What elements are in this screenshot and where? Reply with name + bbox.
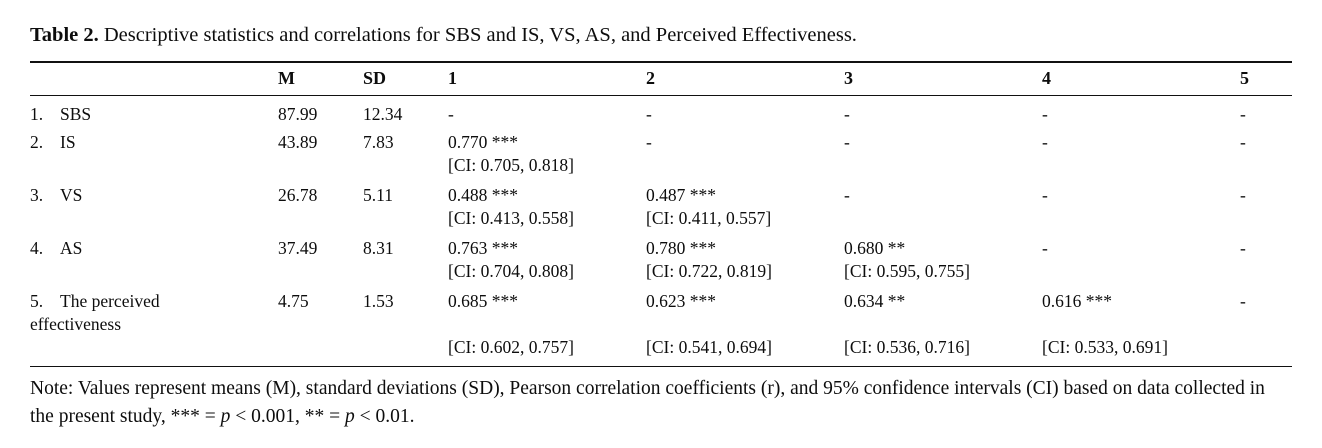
cell-corr-4: - bbox=[1042, 131, 1048, 152]
note-italic-p-1: p bbox=[220, 405, 231, 427]
cell-corr-1: - bbox=[448, 103, 454, 124]
cell-corr-5: - bbox=[1240, 184, 1246, 205]
cell-sd: 7.83 bbox=[363, 131, 394, 152]
row-label bbox=[30, 232, 278, 260]
cell-ci-3 bbox=[844, 154, 1042, 179]
table-row bbox=[30, 126, 1292, 154]
row-label-ci bbox=[30, 260, 278, 285]
table-header-row bbox=[30, 62, 1292, 96]
cell-corr-5: - bbox=[1240, 103, 1246, 124]
cell-sd-ci bbox=[363, 207, 448, 232]
cell-corr-2: 0.487 *** bbox=[646, 184, 716, 205]
cell-ci-1: [CI: 0.705, 0.818] bbox=[448, 154, 574, 175]
cell-ci-2: [CI: 0.541, 0.694] bbox=[646, 337, 772, 358]
cell-corr-1: 0.770 *** bbox=[448, 131, 518, 152]
cell-corr-4: - bbox=[1042, 103, 1048, 124]
table-row-ci bbox=[30, 207, 1292, 232]
cell-ci-1: [CI: 0.602, 0.757] bbox=[448, 337, 574, 358]
column-header-5: 5 bbox=[1240, 67, 1249, 88]
cell-ci-3: [CI: 0.536, 0.716] bbox=[844, 337, 970, 358]
table-caption bbox=[30, 22, 1292, 49]
cell-m-ci bbox=[278, 154, 363, 179]
row-number: 2. bbox=[30, 131, 44, 152]
statistics-table bbox=[30, 61, 1292, 362]
cell-ci-3: [CI: 0.595, 0.755] bbox=[844, 261, 970, 282]
column-header-1: 1 bbox=[448, 67, 457, 88]
cell-ci-5 bbox=[1240, 154, 1292, 179]
cell-corr-5: - bbox=[1240, 238, 1246, 259]
cell-m: 26.78 bbox=[278, 184, 318, 205]
note-italic-p-2: p bbox=[345, 405, 355, 427]
row-number: 1. bbox=[30, 103, 44, 124]
column-header-sd: SD bbox=[363, 67, 387, 88]
row-label bbox=[30, 179, 278, 207]
cell-ci-4 bbox=[1042, 207, 1240, 232]
column-header-2: 2 bbox=[646, 67, 655, 88]
row-label-ci bbox=[30, 207, 278, 232]
row-label bbox=[30, 126, 278, 154]
cell-corr-5: - bbox=[1240, 131, 1246, 152]
cell-corr-3: - bbox=[844, 103, 850, 124]
table-note bbox=[30, 375, 1292, 432]
cell-sd: 1.53 bbox=[363, 291, 394, 312]
cell-sd: 5.11 bbox=[363, 184, 393, 205]
cell-ci-2: [CI: 0.722, 0.819] bbox=[646, 261, 772, 282]
row-name: The perceived bbox=[60, 291, 160, 312]
cell-corr-3: 0.634 ** bbox=[844, 291, 906, 312]
cell-corr-4: 0.616 *** bbox=[1042, 291, 1112, 312]
cell-ci-1: [CI: 0.413, 0.558] bbox=[448, 208, 574, 229]
cell-corr-5: - bbox=[1240, 291, 1246, 312]
note-part-1: Note: Values represent means (M), standard deviations (SD), Pearson correlation coefficients (r), and 95% confidence intervals (CI) based on data collected in the present study, *** = bbox=[30, 377, 1265, 427]
cell-corr-1: 0.685 *** bbox=[448, 291, 518, 312]
cell-m: 4.75 bbox=[278, 291, 309, 312]
row-label-ci bbox=[30, 336, 278, 361]
row-name: AS bbox=[60, 238, 83, 259]
table-row-ci bbox=[30, 154, 1292, 179]
row-label bbox=[30, 285, 278, 336]
cell-ci-5 bbox=[1240, 336, 1292, 361]
cell-m: 87.99 bbox=[278, 103, 318, 124]
row-name: IS bbox=[60, 131, 76, 152]
cell-corr-4: - bbox=[1042, 238, 1048, 259]
cell-m-ci bbox=[278, 336, 363, 361]
cell-m-ci bbox=[278, 207, 363, 232]
row-number: 3. bbox=[30, 184, 44, 205]
table-caption-label: Table 2. bbox=[30, 24, 99, 46]
cell-m-ci bbox=[278, 260, 363, 285]
cell-ci-4: [CI: 0.533, 0.691] bbox=[1042, 337, 1168, 358]
cell-ci-5 bbox=[1240, 260, 1292, 285]
table-row bbox=[30, 179, 1292, 207]
cell-ci-3 bbox=[844, 207, 1042, 232]
row-name: SBS bbox=[60, 103, 92, 124]
row-name-continued: effectiveness bbox=[30, 314, 122, 335]
table-header bbox=[30, 62, 1292, 96]
table-row bbox=[30, 95, 1292, 126]
table-row bbox=[30, 285, 1292, 336]
table-caption-text: Descriptive statistics and correlations for SBS and IS, VS, AS, and Perceived Effectiveness. bbox=[98, 24, 857, 46]
cell-ci-1: [CI: 0.704, 0.808] bbox=[448, 261, 574, 282]
cell-sd-ci bbox=[363, 260, 448, 285]
table-row-ci bbox=[30, 260, 1292, 285]
column-header-name bbox=[30, 62, 278, 96]
note-part-2: < 0.001, ** = bbox=[230, 405, 345, 427]
cell-corr-4: - bbox=[1042, 184, 1048, 205]
cell-corr-2: - bbox=[646, 131, 652, 152]
note-part-3: < 0.01. bbox=[354, 405, 415, 427]
cell-sd-ci bbox=[363, 336, 448, 361]
row-number: 4. bbox=[30, 238, 44, 259]
cell-corr-3: - bbox=[844, 184, 850, 205]
row-label-ci bbox=[30, 154, 278, 179]
cell-corr-2: - bbox=[646, 103, 652, 124]
cell-m: 43.89 bbox=[278, 131, 318, 152]
table-bottom-rule bbox=[30, 366, 1292, 367]
cell-corr-1: 0.488 *** bbox=[448, 184, 518, 205]
row-name: VS bbox=[60, 184, 83, 205]
cell-corr-3: 0.680 ** bbox=[844, 238, 906, 259]
row-number: 5. bbox=[30, 291, 44, 312]
column-header-m: M bbox=[278, 67, 295, 88]
cell-corr-3: - bbox=[844, 131, 850, 152]
row-label bbox=[30, 95, 278, 126]
cell-corr-2: 0.780 *** bbox=[646, 238, 716, 259]
cell-sd: 12.34 bbox=[363, 103, 403, 124]
cell-corr-1: 0.763 *** bbox=[448, 238, 518, 259]
cell-ci-2: [CI: 0.411, 0.557] bbox=[646, 208, 772, 229]
cell-ci-2 bbox=[646, 154, 844, 179]
cell-ci-4 bbox=[1042, 154, 1240, 179]
cell-ci-5 bbox=[1240, 207, 1292, 232]
cell-sd-ci bbox=[363, 154, 448, 179]
table-row-ci bbox=[30, 336, 1292, 361]
cell-m: 37.49 bbox=[278, 238, 318, 259]
cell-corr-2: 0.623 *** bbox=[646, 291, 716, 312]
column-header-3: 3 bbox=[844, 67, 853, 88]
table-body bbox=[30, 95, 1292, 361]
cell-ci-4 bbox=[1042, 260, 1240, 285]
column-header-4: 4 bbox=[1042, 67, 1051, 88]
table-row bbox=[30, 232, 1292, 260]
cell-sd: 8.31 bbox=[363, 238, 394, 259]
